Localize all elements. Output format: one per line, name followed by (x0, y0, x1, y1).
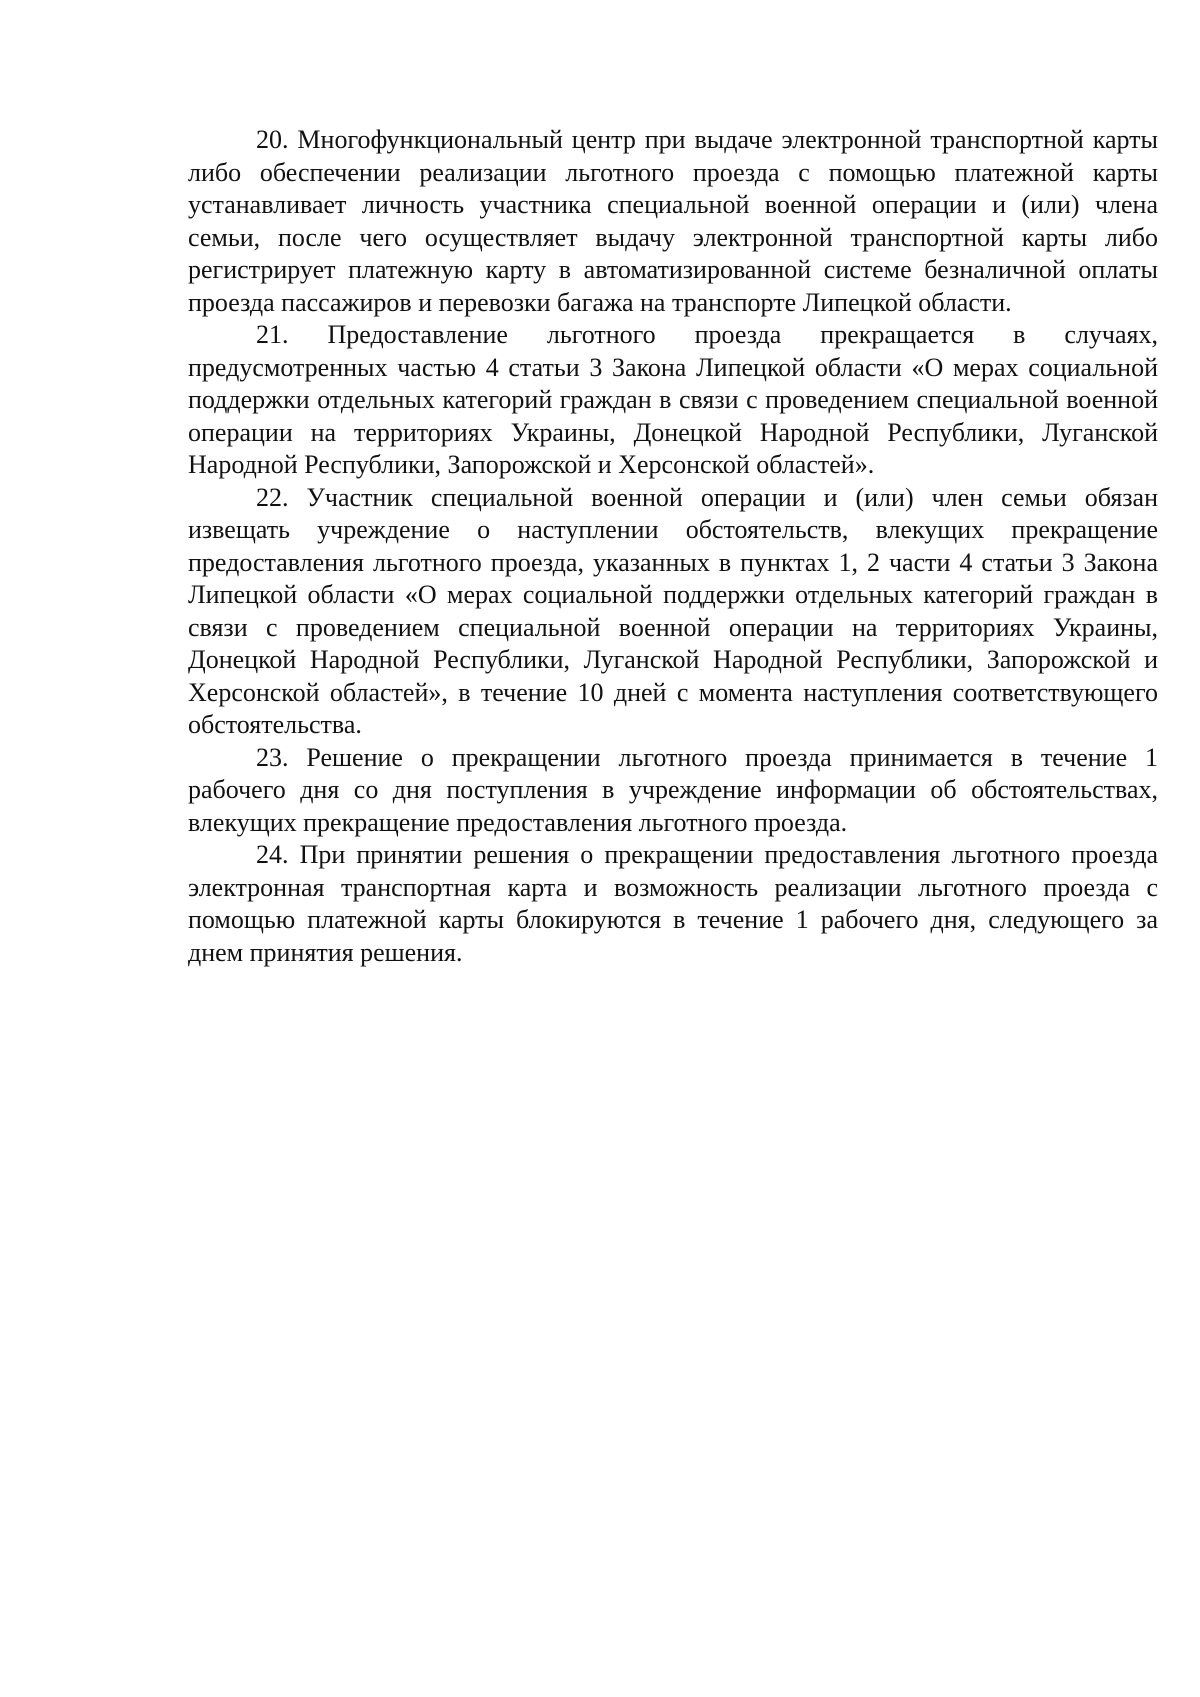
paragraph-22: 22. Участник специальной военной операции и (или) член семьи обязан извещать учреждение о наступлении обстоятельств, влекущих прекращение предоставления льготного проезда, указанных в пунктах 1, 2 части 4 статьи 3 Закона Липецкой области «О мерах социальной поддержки отдельных категорий граждан в связи с проведением специальной военной операции на территориях Украины, Донецкой Народной Республики, Луганской Народной Республики, Запорожской и Херсонской областей», в течение 10 дней с момента наступления соответствующего обстоятельства. (188, 482, 1158, 739)
paragraph-24: 24. При принятии решения о прекращении предоставления льготного проезда электронная транспортная карта и возможность реализации льготного проезда с помощью платежной карты блокируются в течение 1 рабочего дня, следующего за днем принятия решения. (188, 840, 1158, 967)
paragraph-21: 21. Предоставление льготного проезда прекращается в случаях, предусмотренных частью 4 статьи 3 Закона Липецкой области «О мерах социальной поддержки отдельных категорий граждан в связи с проведением специальной военной операции на территориях Украины, Донецкой Народной Республики, Луганской Народной Республики, Запорожской и Херсонской областей». (188, 320, 1158, 479)
document-body (188, 124, 1158, 969)
paragraph-20: 20. Многофункциональный центр при выдаче электронной транспортной карты либо обеспечении реализации льготного проезда с помощью платежной карты устанавливает личность участника специальной военной операции и (или) члена семьи, после чего осуществляет выдачу электронной транспортной карты либо регистрирует платежную карту в автоматизированной системе безналичной оплаты проезда пассажиров и перевозки багажа на транспорте Липецкой области. (188, 125, 1158, 317)
paragraph-23: 23. Решение о прекращении льготного проезда принимается в течение 1 рабочего дня со дня поступления в учреждение информации об обстоятельствах, влекущих прекращение предоставления льготного проезда. (188, 742, 1158, 837)
